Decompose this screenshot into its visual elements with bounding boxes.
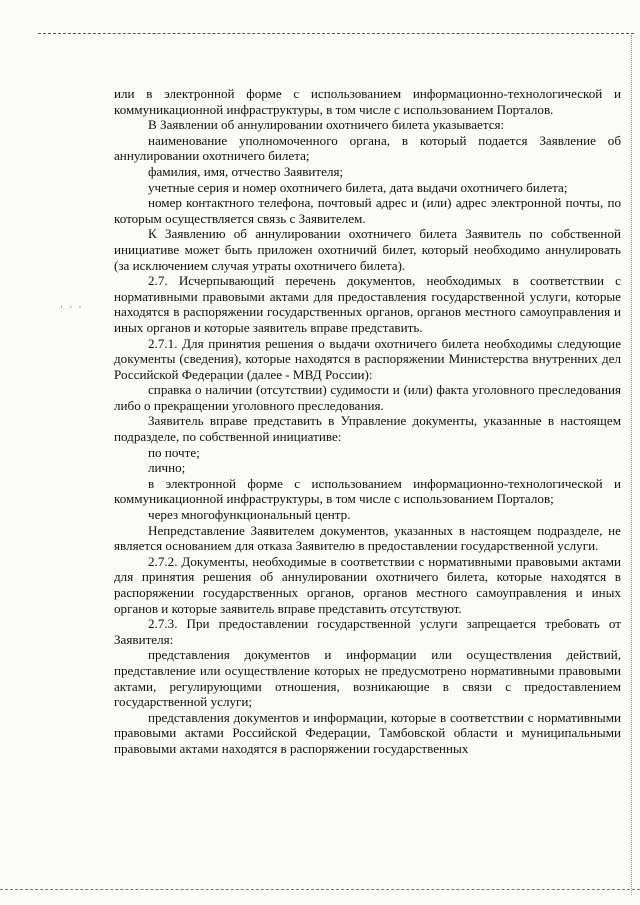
- paragraph: справка о наличии (отсутствии) судимости и (или) факта уголовного преследования либо о прекращении уголовного преследования.: [114, 382, 621, 413]
- section-2-7-3: 2.7.3. При предоставлении государственной услуги запрещается требовать от Заявителя:: [114, 616, 621, 647]
- paragraph: фамилия, имя, отчество Заявителя;: [148, 163, 344, 179]
- section-2-7-2: 2.7.2. Документы, необходимые в соответствии с нормативными правовыми актами для принятия решения об аннулировании охотничего билета, которые находятся в распоряжении государственных органов, органов местного самоуправления и иных органов и которые заявитель вправе представить отсутствуют.: [114, 553, 621, 616]
- paragraph: К Заявлению об аннулировании охотничего билета Заявитель по собственной инициативе может быть приложен охотничий билет, который необходимо аннулировать (за исключением случая утраты охотничего билета).: [114, 226, 621, 273]
- paragraph: или в электронной форме с использованием информационно-технологической и коммуникационной инфраструктуры, в том числе с использованием Порталов.: [114, 86, 621, 117]
- paragraph: номер контактного телефона, почтовый адрес и (или) адрес электронной почты, по которым осуществляется связь с Заявителем.: [114, 195, 621, 226]
- scan-top-border: [38, 33, 634, 34]
- paragraph: представления документов и информации или осуществления действий, представление или осуществление которых не предусмотрено нормативными правовыми актами, регулирующими отношения, возникающие в связи с предоставлением государственной услуги;: [114, 647, 621, 710]
- list-item: лично;: [148, 460, 186, 476]
- document-page: [114, 86, 621, 757]
- list-item: в электронной форме с использованием информационно-технологической и коммуникационной инфраструктуры, в том числе с использованием Порталов;: [114, 475, 621, 507]
- scan-bottom-border: [0, 889, 640, 890]
- section-heading-2-7: 2.7. Исчерпывающий перечень документов, необходимых в соответствии с нормативными правовыми актами для предоставления государственной услуги, которые находятся в распоряжении государственных органов, органов местного самоуправления и иных органов и которые заявитель вправе представить.: [114, 273, 621, 335]
- list-item: через многофункциональный центр.: [148, 507, 351, 523]
- paragraph: учетные серия и номер охотничего билета, дата выдачи охотничего билета;: [148, 179, 568, 195]
- list-item: по почте;: [148, 444, 200, 460]
- paragraph: Непредставление Заявителем документов, указанных в настоящем подразделе, не является основанием для отказа Заявителю в предоставлении государственной услуги.: [114, 522, 621, 554]
- paragraph: Заявитель вправе представить в Управление документы, указанные в настоящем подразделе, по собственной инициативе:: [114, 413, 621, 445]
- section-2-7-1: 2.7.1. Для принятия решения о выдачи охотничего билета необходимы следующие документы (сведения), которые находятся в распоряжении Министерства внутренних дел Российской Федерации (далее - МВД России):: [114, 335, 621, 382]
- paragraph: В Заявлении об аннулировании охотничего билета указывается:: [148, 117, 505, 133]
- scan-artifact: · · ·: [60, 302, 84, 312]
- scan-right-edge: [631, 35, 632, 895]
- paragraph: наименование уполномоченного органа, в который подается Заявление об аннулировании охотничего билета;: [114, 132, 621, 164]
- paragraph: представления документов и информации, которые в соответствии с нормативными правовыми актами Российской Федерации, Тамбовской области и муниципальными правовыми актами находятся в распоряжении государственных: [114, 709, 621, 756]
